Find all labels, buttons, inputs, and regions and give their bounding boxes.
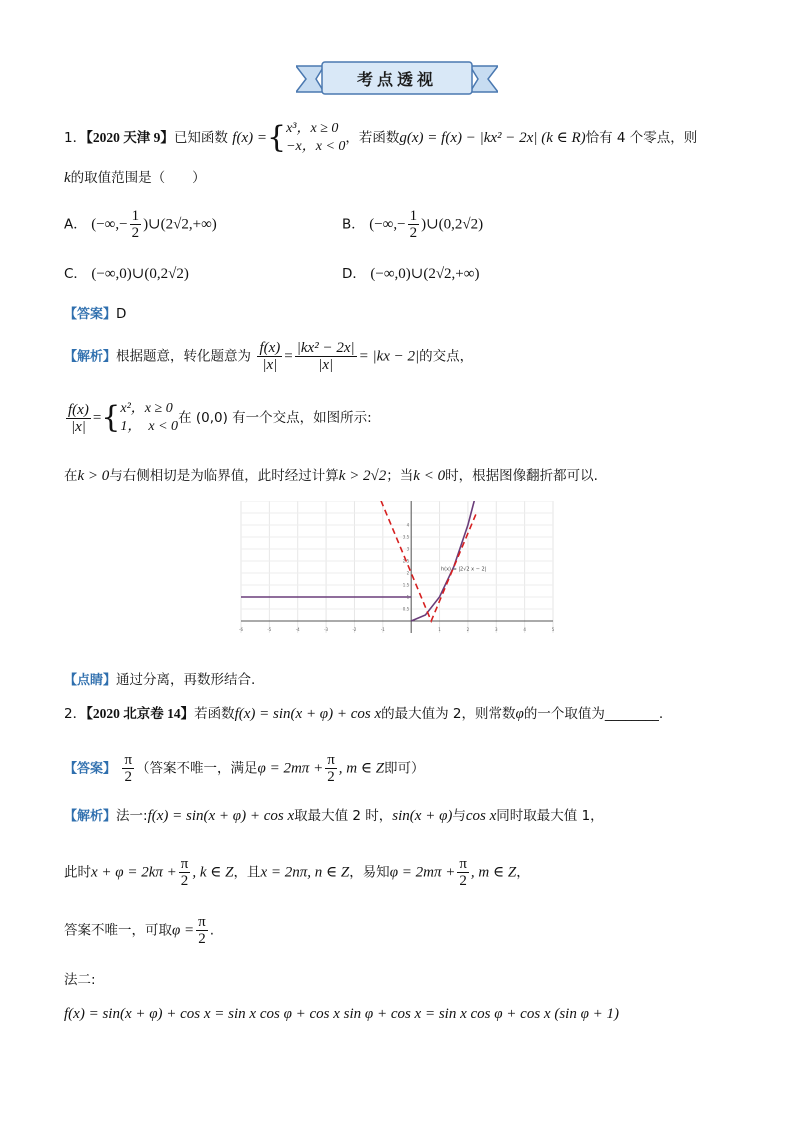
q1-a2-cases xyxy=(120,400,178,436)
q2-ans-num: π xyxy=(124,752,133,768)
q1-frac1-den: |x| xyxy=(262,357,278,373)
series-line-3 xyxy=(377,495,476,621)
q1-analysis-line2: $\frac{f(x)}{|x|}$ ={ x²，x ≥ 0 1， x < 0 在 (0,0) 有一个交点，如图所示: xyxy=(68,400,372,435)
q2-method2-label xyxy=(64,970,96,990)
q1-tail: 恰有 4 个零点，则 xyxy=(585,130,698,146)
q1-analysis-tag: 【解析】 xyxy=(64,349,117,365)
q1-k: k xyxy=(64,170,71,186)
q2-a3-f-num: π xyxy=(198,914,206,930)
function-graph xyxy=(235,495,559,659)
y-tick-label: 4 xyxy=(406,522,410,528)
option-c-text: (−∞,0)∪(0,2√2) xyxy=(91,266,189,282)
banner-title: 考点透视 xyxy=(356,70,437,89)
section-banner xyxy=(296,60,498,98)
x-tick-label: 5 xyxy=(551,627,555,632)
x-tick-label: 1 xyxy=(438,627,441,632)
q2-a2-frac2 xyxy=(457,856,469,889)
q1-analysis-1a: 根据题意，转化题意为 xyxy=(116,348,252,365)
x-tick-label: -5 xyxy=(267,627,272,632)
q2-ans-f2-den: 2 xyxy=(327,769,335,785)
q2-m2-label: 法二: xyxy=(64,972,96,988)
q1-a2-tail: 在 (0,0) 有一个交点，如图所示: xyxy=(178,410,372,426)
q1-a3-m2: k > 2√2 xyxy=(338,468,387,484)
q2-ans-p1: （答案不唯一，满足 xyxy=(136,760,258,777)
option-b-pre: (−∞,− xyxy=(369,216,406,233)
y-tick-label: 1.5 xyxy=(402,582,410,588)
q2-ans-m2: , m ∈ Z xyxy=(338,760,385,777)
x-tick-label: -4 xyxy=(295,627,300,632)
y-tick-label: 1 xyxy=(406,594,410,600)
q2-answer-tag: 【答案】 xyxy=(64,761,117,777)
q2-a3-m1: φ = xyxy=(172,922,195,939)
q1-analysis-1b: 的交点， xyxy=(419,348,474,365)
option-b-post: )∪(0,2√2) xyxy=(421,216,484,233)
option-b-frac xyxy=(408,208,420,241)
q1-tips-tag: 【点睛】 xyxy=(64,673,117,688)
q2-lead: 若函数 xyxy=(194,706,235,722)
q2-fx: f(x) = sin(x + φ) + cos x xyxy=(234,706,382,722)
y-tick-label: 2 xyxy=(406,570,410,576)
plot-annotation: h(x) = |2√2 x − 2| xyxy=(440,566,487,573)
q1-gx: g(x) = f(x) − |kx² − 2x| (k ∈ R) xyxy=(399,130,586,146)
q1-tips xyxy=(64,670,255,691)
y-tick-label: 3.5 xyxy=(402,534,410,540)
option-a-label: A． xyxy=(64,216,87,233)
q2-a1-p3: 与 xyxy=(452,808,466,824)
q1-stem-line1: 1．【2020 天津 9】已知函数 f(x) ={ x³，x ≥ 0 −x，x < 0 ，若函数g(x) = f(x) − |kx² − 2x| (k ∈ R)恰有 4 个零点，则 xyxy=(64,120,698,155)
q1-frac1 xyxy=(257,340,282,373)
y-tick-label: 2.5 xyxy=(402,558,410,564)
option-a-pre: (−∞,− xyxy=(91,216,128,233)
q2-a1-p2: 取最大值 2 时， xyxy=(294,808,393,824)
x-tick-label: 4 xyxy=(523,627,526,632)
q2-a1-m2: sin(x + φ) xyxy=(392,808,453,824)
plot-top-mask xyxy=(235,495,559,501)
q1-stem-line2 xyxy=(64,168,206,188)
option-a-post: )∪(2√2,+∞) xyxy=(143,216,217,233)
q2-ans-frac2 xyxy=(325,752,337,785)
q2-ans-den: 2 xyxy=(124,769,132,785)
q2-a1-p4: 同时取最大值 1， xyxy=(496,808,604,824)
option-d[interactable] xyxy=(342,264,479,284)
q1-a2-frac xyxy=(66,402,91,435)
q2-mid: 的最大值为 2，则常数 xyxy=(381,706,516,722)
x-tick-label: -1 xyxy=(380,627,385,632)
q2-m2-formula: f(x) = sin(x + φ) + cos x = sin x cos φ + cos x sin φ + cos x = sin x cos φ + cos x (sin φ + 1) xyxy=(64,1006,619,1022)
q1-answer-value: D xyxy=(116,306,127,322)
q1-source: 【2020 天津 9】 xyxy=(86,130,174,145)
q2-number: 2． xyxy=(64,706,87,722)
q2-a2-m5: , m ∈ Z xyxy=(470,864,517,881)
q2-ans-f2-num: π xyxy=(327,752,335,768)
q1-frac2-num: |kx² − 2x| xyxy=(296,340,355,356)
q2-a1-p1: 法一: xyxy=(116,808,148,824)
q1-analysis-line1 xyxy=(64,340,473,373)
x-tick-label: -3 xyxy=(324,627,329,632)
q2-blank[interactable]: ________ xyxy=(604,706,659,722)
q2-stem xyxy=(64,704,663,724)
q2-tail: 的一个取值为 xyxy=(523,706,605,722)
option-b[interactable] xyxy=(342,208,483,241)
q1-frac1-num: f(x) xyxy=(259,340,281,356)
q2-a2-f-num: π xyxy=(180,856,189,872)
q2-a2-m4: φ = 2mπ + xyxy=(389,864,456,881)
option-a[interactable] xyxy=(64,208,217,241)
q1-case1: x³，x ≥ 0 xyxy=(286,121,339,136)
q1-a3-m1: k > 0 xyxy=(77,468,110,484)
q1-tips-text: 通过分离，再数形结合. xyxy=(116,672,256,688)
option-d-text: (−∞,0)∪(2√2,+∞) xyxy=(370,266,480,282)
q1-fx: f(x) = xyxy=(232,130,267,146)
q1-a3-m3: k < 0 xyxy=(413,468,446,484)
option-b-label: B． xyxy=(342,216,365,233)
q2-a1-m1: f(x) = sin(x + φ) + cos x xyxy=(147,808,295,824)
q2-ans-m1: φ = 2mπ + xyxy=(257,760,324,777)
y-tick-label: 0.5 xyxy=(402,606,410,612)
option-d-label: D． xyxy=(342,266,366,282)
q2-analysis-line3 xyxy=(64,914,214,947)
option-c-label: C． xyxy=(64,266,87,282)
x-tick-label: -2 xyxy=(352,627,357,632)
q2-ans-p2: 即可） xyxy=(384,760,425,777)
q1-lead: 已知函数 xyxy=(173,130,228,146)
q1-a2-frac-den: |x| xyxy=(70,418,86,435)
q1-answer xyxy=(64,304,126,325)
series-line-2 xyxy=(411,495,517,621)
q2-source: 【2020 北京卷 14】 xyxy=(86,706,195,721)
x-tick-label: -6 xyxy=(239,627,243,632)
q1-answer-tag: 【答案】 xyxy=(64,307,117,322)
q2-a3-frac xyxy=(196,914,208,947)
q1-line2: 的取值范围是（ ） xyxy=(70,170,206,186)
q2-a2-frac xyxy=(179,856,191,889)
q2-a1-m3: cos x xyxy=(465,808,497,824)
option-a-num: 1 xyxy=(131,208,140,224)
q2-a3-p2: . xyxy=(209,922,215,939)
q1-a2-frac-num: f(x) xyxy=(68,401,89,418)
q2-a2-p3: ，易知 xyxy=(349,864,390,881)
q1-a2-eq: = xyxy=(92,410,102,426)
q2-a2-m2: , k ∈ Z xyxy=(192,864,234,881)
q2-answer xyxy=(64,752,425,785)
q1-a2-case2: 1， x < 0 xyxy=(120,419,179,434)
x-tick-label: 3 xyxy=(494,627,498,632)
q1-a3-p3: ；当 xyxy=(386,468,414,484)
q2-period: . xyxy=(658,706,664,722)
q1-eq2: = |kx − 2| xyxy=(358,348,420,365)
q1-analysis-line3 xyxy=(64,466,598,486)
q2-analysis-line1 xyxy=(64,806,604,827)
q2-analysis-line2 xyxy=(64,856,530,889)
q1-a3-p1: 在 xyxy=(64,468,78,484)
option-c[interactable] xyxy=(64,264,189,284)
q1-a2-case1: x²，x ≥ 0 xyxy=(120,401,173,416)
option-a-den: 2 xyxy=(131,225,140,241)
q1-mid: ，若函数 xyxy=(345,130,400,146)
q2-analysis-tag: 【解析】 xyxy=(64,809,117,824)
q1-frac2-den: |x| xyxy=(318,357,334,373)
option-a-frac xyxy=(130,208,142,241)
y-tick-label: 3 xyxy=(406,546,410,552)
q2-a2-f-den: 2 xyxy=(180,873,189,889)
q2-a2-m1: x + φ = 2kπ + xyxy=(91,864,177,881)
q1-a3-p4: 时，根据图像翻折都可以. xyxy=(445,468,598,484)
q1-case2: −x，x < 0 xyxy=(286,139,346,154)
x-tick-label: 2 xyxy=(466,627,470,632)
q2-a2-p4: ， xyxy=(516,864,530,881)
option-b-den: 2 xyxy=(409,225,418,241)
q2-a2-f2-den: 2 xyxy=(459,873,467,889)
q2-phi: φ xyxy=(515,706,524,722)
q2-a3-f-den: 2 xyxy=(198,931,206,947)
q1-number: 1． xyxy=(64,130,87,146)
graph-svg xyxy=(235,495,559,659)
q2-a3-p1: 答案不唯一，可取 xyxy=(64,922,172,939)
q2-a2-p2: ，且 xyxy=(233,864,261,881)
q2-a2-f2-num: π xyxy=(459,856,467,872)
option-b-num: 1 xyxy=(409,208,418,224)
q2-ans-frac xyxy=(122,752,134,785)
q1-cases xyxy=(286,120,345,156)
q1-frac2 xyxy=(295,340,357,373)
q2-a2-p1: 此时 xyxy=(64,864,91,881)
q2-method2-formula xyxy=(64,1004,619,1024)
q1-a3-p2: 与右侧相切是为临界值，此时经过计算 xyxy=(109,468,339,484)
q2-a2-m3: x = 2nπ, n ∈ Z xyxy=(260,864,350,881)
q1-eq: = xyxy=(284,348,293,365)
